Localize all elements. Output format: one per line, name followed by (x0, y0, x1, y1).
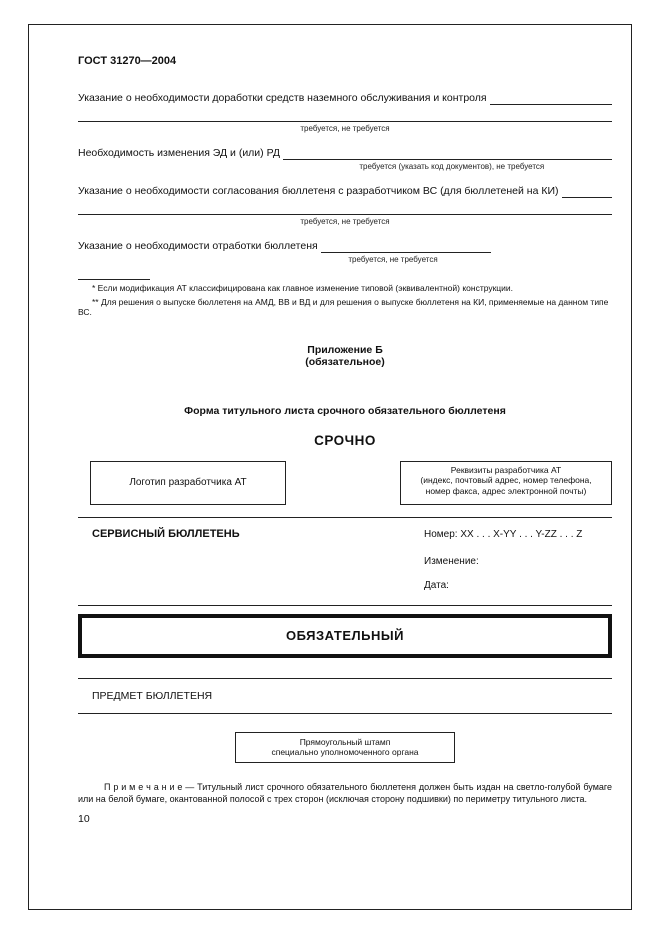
form-field-coordination (78, 185, 612, 226)
developer-requisites-box (400, 461, 612, 505)
mandatory-box (78, 614, 612, 658)
standard-code: ГОСТ 31270—2004 (78, 55, 177, 67)
stamp-box (235, 732, 455, 763)
annex-heading (78, 344, 612, 369)
field-line (78, 147, 612, 160)
header-boxes-row (78, 461, 612, 505)
field-hint: требуется, не требуется (300, 124, 390, 133)
requisites-details: (индекс, почтовый адрес, номер телефона, номер факса, адрес электронной почты) (420, 475, 592, 496)
field-hint: требуется (указать код документов), не требуется (359, 162, 545, 171)
urgent-label: СРОЧНО (314, 432, 376, 448)
field-label: Указание о необходимости отработки бюллетеня (78, 240, 318, 252)
blank-line (78, 198, 612, 215)
page-number: 10 (78, 812, 90, 825)
divider (78, 713, 612, 714)
form-field-testing (78, 240, 612, 264)
footnote-1: * Если модификация АТ классифицирована как главное изменение типовой (эквивалентной) конструкции. (92, 283, 514, 293)
bulletin-subject-label: ПРЕДМЕТ БЮЛЛЕТЕНЯ (92, 689, 213, 702)
page-content (78, 55, 612, 826)
blank-line (562, 186, 613, 198)
bulletin-change-label: Изменение: (424, 555, 479, 567)
bulletin-meta (424, 528, 612, 592)
service-bulletin-title: СЕРВИСНЫЙ БЮЛЛЕТЕНЬ (92, 527, 240, 540)
divider (78, 517, 612, 518)
footnote-separator (78, 279, 150, 280)
field-label: Указание о необходимости доработки средств наземного обслуживания и контроля (78, 92, 487, 104)
field-label: Необходимость изменения ЭД и (или) РД (78, 147, 280, 159)
field-hint: требуется, не требуется (300, 217, 390, 226)
field-label: Указание о необходимости согласования бюллетеня с разработчиком ВС (для бюллетеней на КИ) (78, 185, 559, 197)
bulletin-date-label: Дата: (424, 579, 449, 591)
bulletin-number: Номер: XX . . . X-YY . . . Y-ZZ . . . Z (424, 528, 583, 540)
note-paragraph: П р и м е ч а н и е — Титульный лист срочного обязательного бюллетеня должен быть издан на светло-голубой бумаге или на белой бумаге, окантованной полосой с трех сторон (исключая сторону подшивки) по периметру титульного листа. (78, 781, 612, 804)
divider (78, 605, 612, 606)
stamp-line: Прямоугольный штамп (299, 736, 391, 747)
blank-line (490, 93, 612, 105)
annex-title: Приложение Б (307, 343, 383, 356)
divider (78, 678, 612, 679)
field-line (78, 185, 612, 198)
footnote-2: ** Для решения о выпуске бюллетеня на АМД, ВВ и ВД и для решения о выпуске бюллетеня на КИ, применяемые на данном типе ВС. (78, 296, 609, 317)
stamp-line: специально уполномоченного органа (271, 747, 419, 757)
field-line (78, 92, 612, 105)
form-title: Форма титульного листа срочного обязательного бюллетеня (184, 404, 506, 417)
requisites-title: Реквизиты разработчика АТ (450, 464, 562, 475)
form-field-ground-equipment (78, 92, 612, 133)
field-line (78, 240, 612, 253)
blank-line (283, 148, 612, 160)
blank-line (78, 105, 612, 122)
mandatory-label: ОБЯЗАТЕЛЬНЫЙ (286, 628, 404, 643)
form-field-ed-rd-change (78, 147, 612, 171)
service-bulletin-row (78, 528, 612, 592)
developer-logo-box: Логотип разработчика АТ (90, 461, 286, 505)
field-hint: требуется, не требуется (348, 255, 438, 264)
blank-line (321, 241, 491, 253)
annex-subtitle: (обязательное) (305, 356, 385, 368)
